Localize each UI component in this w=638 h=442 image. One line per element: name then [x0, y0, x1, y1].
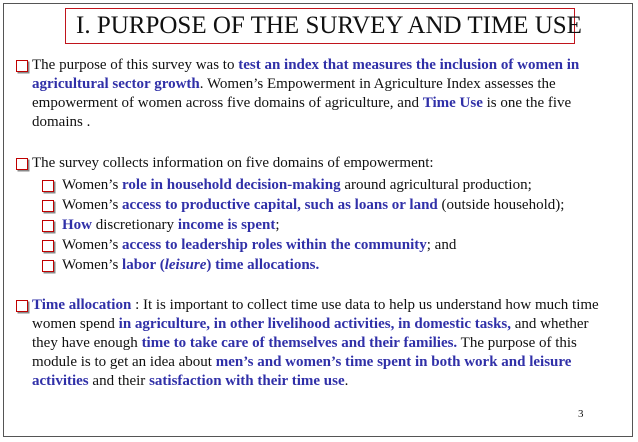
sub-item-leadership: Women’s access to leadership roles within the community; and — [34, 236, 456, 255]
sub-item-productive-capital: Women’s access to productive capital, such as loans or land (outside household); — [34, 196, 564, 215]
sub-item-decision-making: Women’s role in household decision-making around agricultural production; — [34, 176, 532, 195]
checkbox-bullet-icon — [42, 220, 54, 232]
paragraph-domains: The survey collects information on five domains of empowerment: — [8, 154, 614, 173]
checkbox-bullet-icon — [16, 60, 28, 72]
checkbox-bullet-icon — [42, 240, 54, 252]
checkbox-bullet-icon — [16, 158, 28, 170]
sub-item-income: How discretionary income is spent; — [34, 216, 279, 235]
slide-title: I. PURPOSE OF THE SURVEY AND TIME USE — [65, 8, 575, 44]
checkbox-bullet-icon — [42, 200, 54, 212]
paragraph-time-allocation: Time allocation : It is important to collect time use data to help us understand how much time women spend in agriculture, in other livelihood activities, in domestic tasks, and whether they have enough time to take care of themselves and their families. The purpose of this module is to get an idea about men’s and women’s time spent in both work and leisure activities and their satisfaction with their time use. — [8, 296, 614, 391]
checkbox-bullet-icon — [42, 260, 54, 272]
paragraph-purpose: The purpose of this survey was to test an index that measures the inclusion of women in agricultural sector growth. Women’s Empowerment in Agriculture Index assesses the empowerment of women across five domains of agriculture, and Time Use is one the five domains . — [8, 56, 614, 132]
checkbox-bullet-icon — [16, 300, 28, 312]
checkbox-bullet-icon — [42, 180, 54, 192]
sub-item-labor: Women’s labor (leisure) time allocations. — [34, 256, 319, 275]
page-number: 3 — [578, 408, 584, 420]
